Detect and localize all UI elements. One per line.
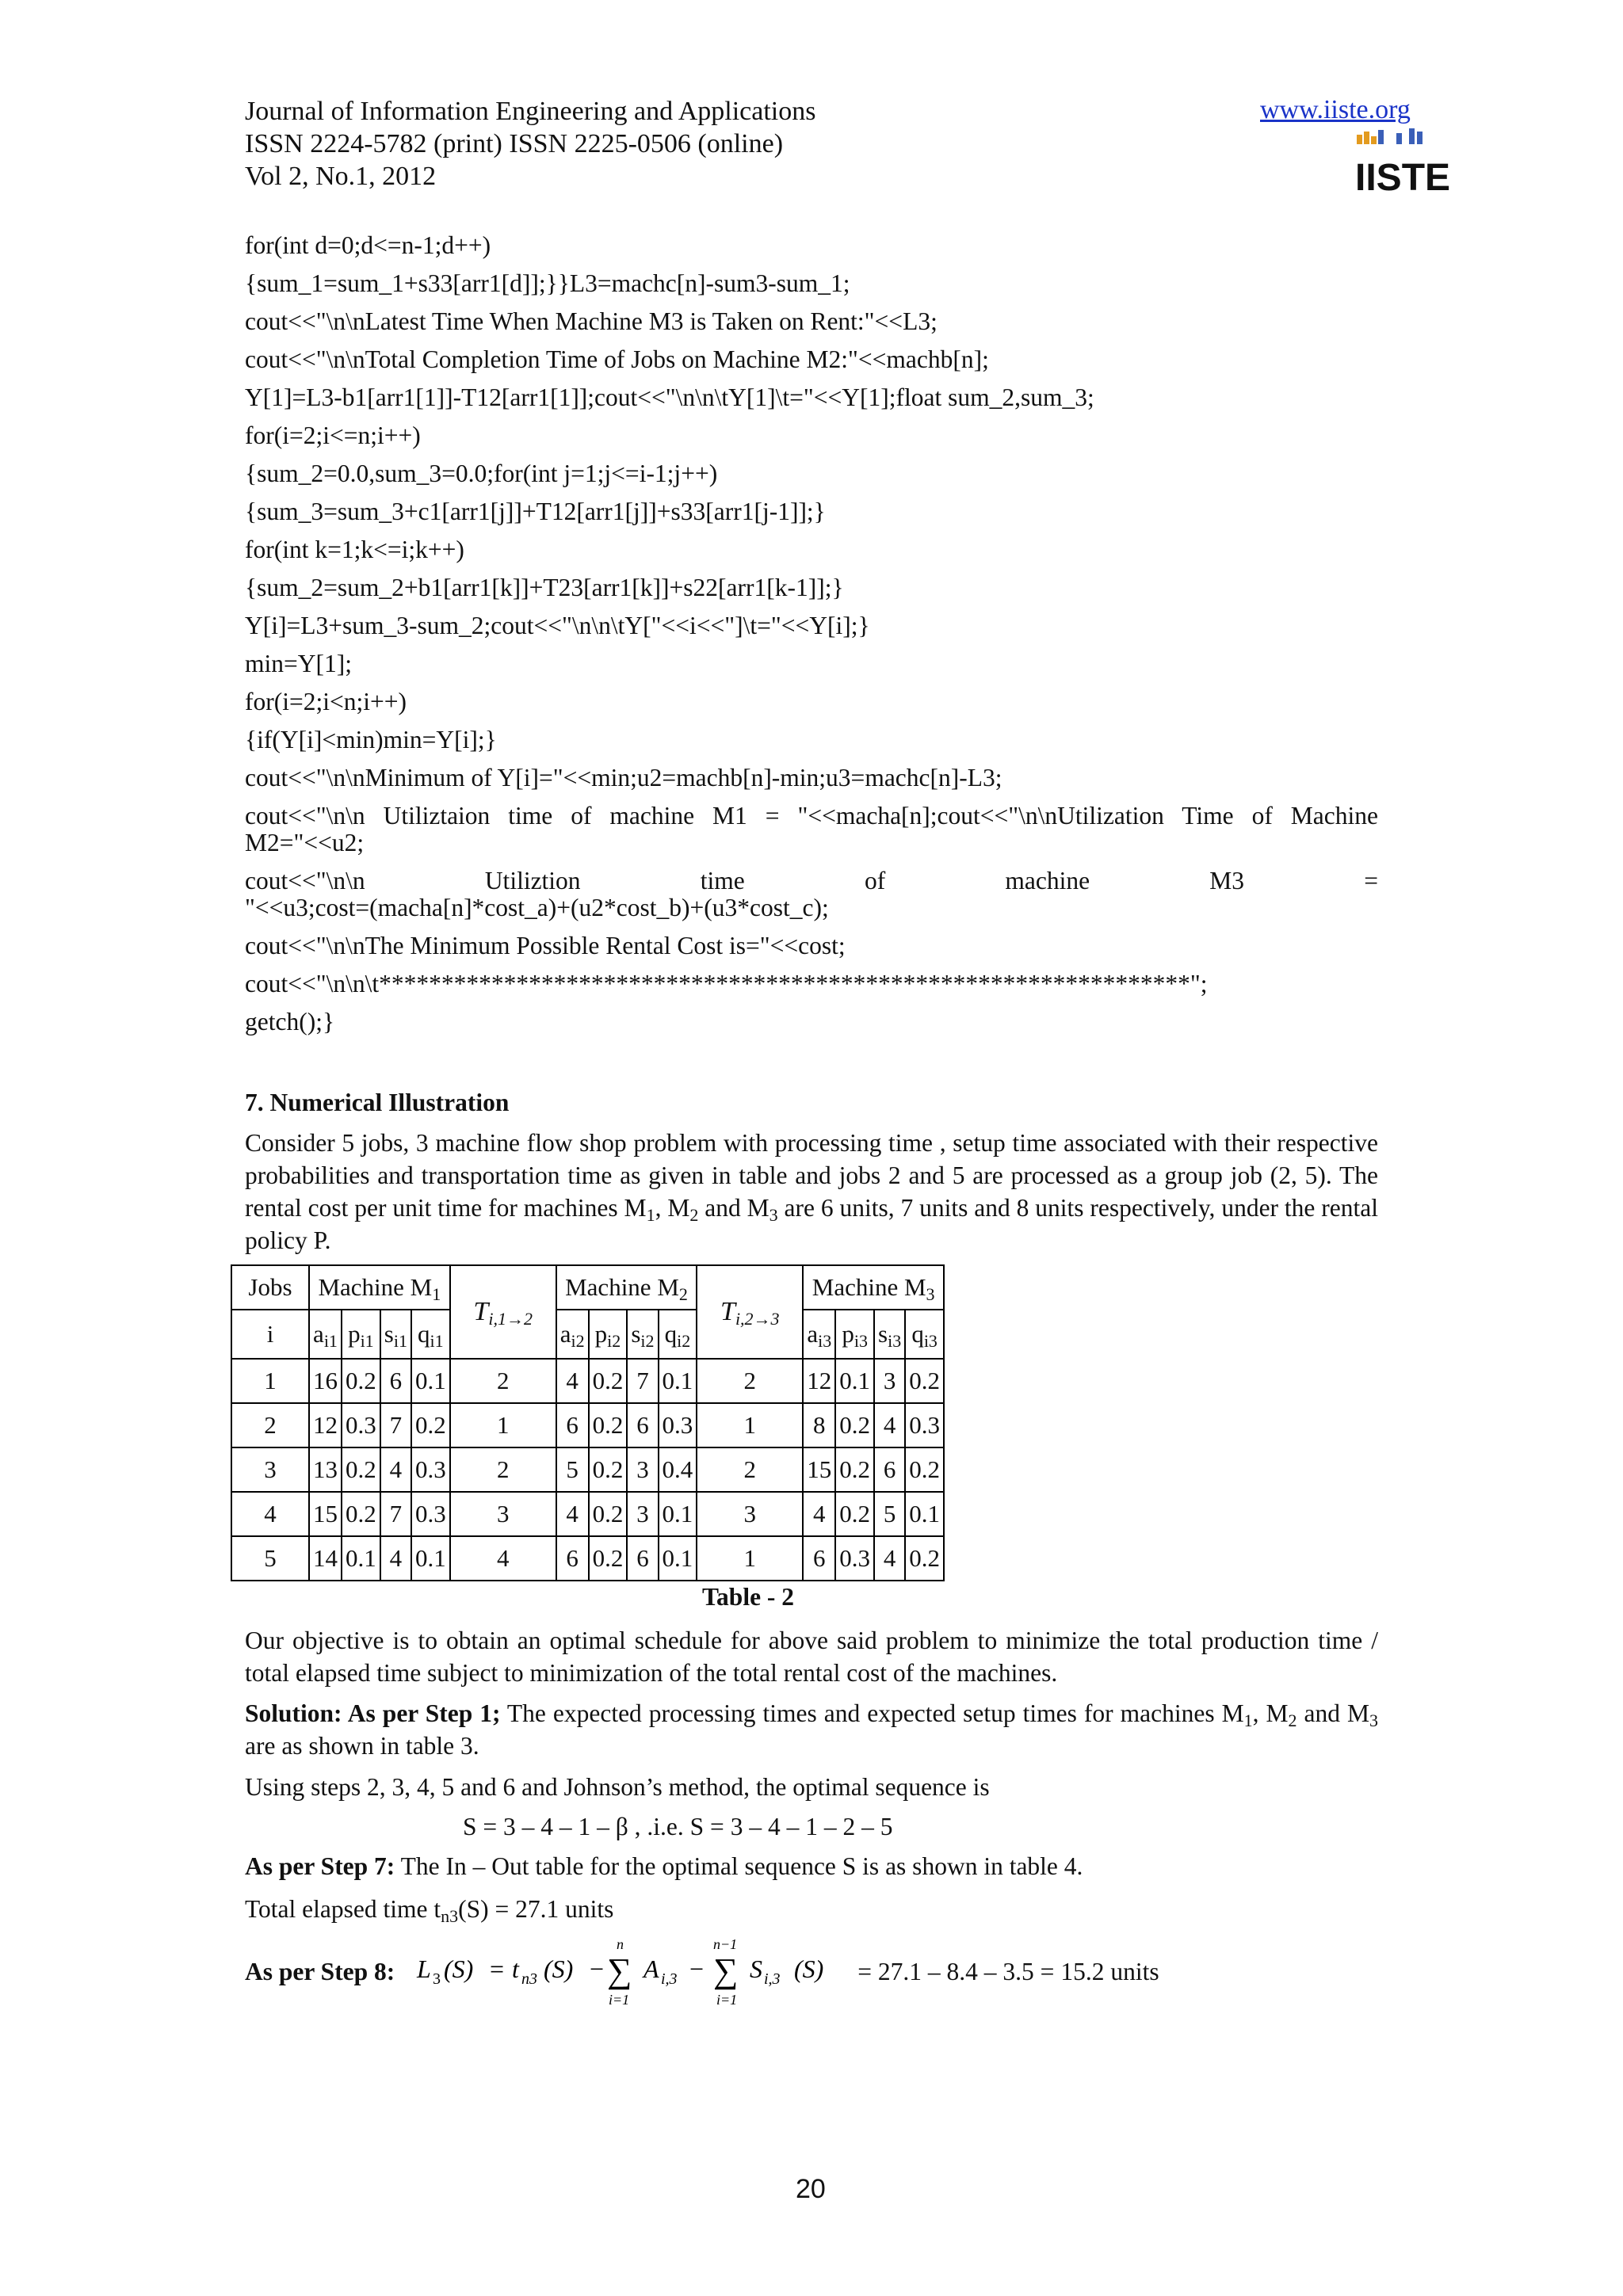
column-header: Machine $M_3$ — [803, 1265, 944, 1310]
table-cell: 4 — [556, 1359, 589, 1403]
code-line: cout<<"\n\nMinimum of Y[i]="<<min;u2=machb[n]-min;u3=machc[n]-L3; — [245, 764, 1002, 791]
table-cell: 6 — [874, 1447, 905, 1492]
journal-title: Journal of Information Engineering and Applications — [245, 97, 816, 126]
table-cell: 0.3 — [342, 1403, 380, 1447]
table-cell: 0.1 — [835, 1359, 874, 1403]
code-token: cout<<"\n\n — [245, 867, 365, 894]
section-heading: 7. Numerical Illustration — [245, 1089, 510, 1116]
code-line — [245, 797, 1378, 862]
svg-text:−: − — [689, 1955, 705, 1983]
column-header: $p_{i2}$ — [589, 1310, 628, 1359]
table-cell: 0.2 — [411, 1403, 450, 1447]
code-line: Y[1]=L3-b1[arr1[1]]-T12[arr1[1]];cout<<"\n\n\tY[1]\t="<<Y[1];float sum_2,sum_3; — [245, 383, 1094, 411]
table-cell: 0.2 — [905, 1536, 944, 1581]
code-line: for(int d=0;d<=n-1;d++) — [245, 231, 491, 259]
table-row — [231, 1359, 944, 1403]
table-cell: 3 — [231, 1447, 309, 1492]
iiste-logo — [1354, 128, 1451, 199]
table-cell: 1 — [231, 1359, 309, 1403]
svg-text:i=1: i=1 — [716, 1992, 738, 2008]
column-header: $a_{i3}$ — [803, 1310, 835, 1359]
svg-text:3: 3 — [433, 1970, 441, 1988]
column-header: $p_{i3}$ — [835, 1310, 874, 1359]
svg-text:(S): (S) — [544, 1955, 574, 1983]
table-cell: 0.1 — [411, 1359, 450, 1403]
optimal-sequence: S = 3 – 4 – 1 – β , .i.e. S = 3 – 4 – 1 – 2 – 5 — [463, 1813, 893, 1840]
code-line: for(i=2;i<n;i++) — [245, 688, 407, 715]
column-header: $s_{i2}$ — [627, 1310, 658, 1359]
svg-text:t: t — [512, 1955, 520, 1983]
column-header: $a_{i1}$ — [309, 1310, 342, 1359]
table-row — [231, 1536, 944, 1581]
table-cell: 2 — [450, 1359, 556, 1403]
table-cell: 3 — [450, 1492, 556, 1536]
table-cell: 1 — [450, 1403, 556, 1447]
table-cell: 4 — [450, 1536, 556, 1581]
code-listing — [245, 227, 1378, 1041]
table-cell: 0.2 — [589, 1536, 628, 1581]
svg-text:(S): (S) — [794, 1955, 824, 1983]
code-line-part: "<<u3;cost=(macha[n]*cost_a)+(u2*cost_b)+(u3*cost_c); — [245, 894, 829, 921]
code-line: cout<<"\n\n\t*****************************************************************"; — [245, 970, 1208, 997]
code-line: min=Y[1]; — [245, 650, 352, 677]
table-cell: 7 — [380, 1403, 411, 1447]
code-line: {sum_2=sum_2+b1[arr1[k]]+T23[arr1[k]]+s22[arr1[k-1]];} — [245, 574, 844, 601]
column-header: $T_{i,2\to 3}$ — [697, 1265, 803, 1359]
code-line: for(i=2;i<=n;i++) — [245, 421, 421, 449]
table-cell: 16 — [309, 1359, 342, 1403]
latest-time-equation — [414, 1936, 857, 2008]
journal-volume: Vol 2, No.1, 2012 — [245, 162, 437, 191]
table-caption: Table - 2 — [701, 1583, 795, 1611]
table-cell: 12 — [309, 1403, 342, 1447]
column-header: Jobs — [231, 1265, 309, 1310]
code-line: {if(Y[i]<min)min=Y[i];} — [245, 726, 497, 753]
table-cell: 2 — [697, 1359, 803, 1403]
table-cell: 0.4 — [659, 1447, 697, 1492]
svg-text:−: − — [590, 1955, 605, 1983]
table-cell: 0.1 — [411, 1536, 450, 1581]
code-token: time — [700, 867, 745, 894]
table-header-row — [231, 1265, 944, 1310]
step8-result: = 27.1 – 8.4 – 3.5 = 15.2 units — [857, 1958, 1159, 1985]
table-cell: 2 — [697, 1447, 803, 1492]
svg-text:IISTE: IISTE — [1355, 157, 1451, 199]
table-cell: 6 — [380, 1359, 411, 1403]
table-cell: 0.1 — [659, 1359, 697, 1403]
table-cell: 13 — [309, 1447, 342, 1492]
step7-line: As per Step 7: The In – Out table for the optimal sequence S is as shown in table 4. — [245, 1852, 1083, 1880]
table-cell: 12 — [803, 1359, 835, 1403]
code-line-part: cout<<"\n\n Utiliztaion time of machine M1 = "<<macha[n];cout<<"\n\nUtilization Time of Machine — [245, 802, 1378, 830]
svg-text:A: A — [643, 1955, 659, 1983]
table-cell: 7 — [627, 1359, 658, 1403]
column-header: $q_{i1}$ — [411, 1310, 450, 1359]
table-cell: 1 — [697, 1403, 803, 1447]
table-cell: 3 — [627, 1492, 658, 1536]
table-cell: 2 — [231, 1403, 309, 1447]
table-cell: 0.2 — [589, 1492, 628, 1536]
code-token: machine — [1005, 867, 1090, 894]
table-subheader-row — [231, 1310, 944, 1359]
solution-paragraph: Solution: As per Step 1; The expected processing times and expected setup times for machines $M_1$, $M_2$ and $M_3$ are as shown in table 3. — [245, 1699, 1378, 1760]
column-header: Machine $M_2$ — [556, 1265, 697, 1310]
code-line-part: M2="<<u2; — [245, 829, 365, 856]
main-content — [245, 227, 1378, 2008]
table-cell: 0.2 — [589, 1359, 628, 1403]
table-cell: 4 — [380, 1447, 411, 1492]
table-cell: 6 — [556, 1536, 589, 1581]
website-link[interactable]: www.iiste.org — [1260, 95, 1411, 124]
table-cell: 4 — [874, 1536, 905, 1581]
table-cell: 4 — [874, 1403, 905, 1447]
table-cell: 0.2 — [589, 1447, 628, 1492]
table-cell: 0.2 — [589, 1403, 628, 1447]
code-token: = — [1364, 867, 1378, 894]
code-line-part — [245, 868, 1378, 894]
table-row — [231, 1403, 944, 1447]
table-cell: 0.3 — [411, 1492, 450, 1536]
table-cell: 6 — [627, 1536, 658, 1581]
table-cell: 0.2 — [835, 1492, 874, 1536]
table-cell: 0.2 — [342, 1447, 380, 1492]
svg-text:S: S — [750, 1955, 763, 1983]
code-line: Y[i]=L3+sum_3-sum_2;cout<<"\n\n\tY["<<i<<"]\t="<<Y[i];} — [245, 612, 870, 639]
table-cell: 6 — [803, 1536, 835, 1581]
table-cell: 0.1 — [659, 1536, 697, 1581]
code-line: getch();} — [245, 1008, 335, 1035]
step8-formula: As per Step 8: L 3 (S) = t n3 (S) − n ∑ i=1 A i,3 − n−1 ∑ i=1 S i,3 (S) = 27.1 – 8.4 – 3.5 = 15.2 units — [245, 1936, 1159, 2008]
column-header: $q_{i3}$ — [905, 1310, 944, 1359]
table-cell: 3 — [697, 1492, 803, 1536]
code-line: for(int k=1;k<=i;k++) — [245, 536, 464, 563]
svg-text:n−1: n−1 — [713, 1936, 738, 1952]
data-table — [231, 1264, 945, 1581]
column-header: $p_{i1}$ — [342, 1310, 380, 1359]
elapsed-time-line: Total elapsed time $t_{n3}(S) = 27.1$ units — [245, 1895, 614, 1926]
table-cell: 4 — [231, 1492, 309, 1536]
table-cell: 0.3 — [835, 1536, 874, 1581]
table-cell: 1 — [697, 1536, 803, 1581]
table-cell: 2 — [450, 1447, 556, 1492]
svg-text:∑: ∑ — [713, 1951, 739, 1990]
column-header: i — [231, 1310, 309, 1359]
table-cell: 4 — [380, 1536, 411, 1581]
table-cell: 0.2 — [342, 1359, 380, 1403]
table-row — [231, 1492, 944, 1536]
code-line — [245, 862, 1378, 927]
journal-issn: ISSN 2224-5782 (print) ISSN 2225-0506 (online) — [245, 129, 784, 158]
table-row — [231, 1447, 944, 1492]
code-line: cout<<"\n\nTotal Completion Time of Jobs on Machine M2:"<<machb[n]; — [245, 345, 989, 373]
column-header: $s_{i1}$ — [380, 1310, 411, 1359]
objective-paragraph: Our objective is to obtain an optimal schedule for above said problem to minimize the total production time / total elapsed time subject to minimization of the total rental cost of the machines. — [245, 1627, 1378, 1687]
table-cell: 0.3 — [411, 1447, 450, 1492]
table-cell: 5 — [874, 1492, 905, 1536]
table-cell: 0.1 — [659, 1492, 697, 1536]
svg-text:=: = — [490, 1955, 505, 1983]
table-cell: 3 — [627, 1447, 658, 1492]
table-cell: 6 — [627, 1403, 658, 1447]
table-cell: 5 — [231, 1536, 309, 1581]
svg-text:n: n — [617, 1936, 624, 1952]
svg-text:n3: n3 — [521, 1970, 538, 1988]
intro-paragraph: Consider 5 jobs, 3 machine flow shop problem with processing time , setup time associated with their respective probabilities and transportation time as given in table and jobs 2 and 5 are processed as a group job (2, 5). The rental cost per unit time for machines $M_1$, $M_2$ and $M_3$ are 6 units, 7 units and 8 units respectively, under the rental policy P. — [245, 1129, 1378, 1254]
svg-text:L: L — [417, 1955, 432, 1983]
table-cell: 15 — [803, 1447, 835, 1492]
code-token: Utiliztion — [484, 867, 581, 894]
table-cell: 0.1 — [342, 1536, 380, 1581]
table-cell: 7 — [380, 1492, 411, 1536]
code-line: cout<<"\n\nLatest Time When Machine M3 is Taken on Rent:"<<L3; — [245, 307, 938, 335]
table-cell: 0.2 — [905, 1359, 944, 1403]
table-cell: 15 — [309, 1492, 342, 1536]
svg-text:∑: ∑ — [607, 1951, 632, 1990]
table-cell: 0.3 — [659, 1403, 697, 1447]
table-cell: 6 — [556, 1403, 589, 1447]
svg-text:i,3: i,3 — [764, 1970, 781, 1988]
table-cell: 3 — [874, 1359, 905, 1403]
table-cell: 0.1 — [905, 1492, 944, 1536]
svg-text:(S): (S) — [444, 1955, 474, 1983]
table-cell: 4 — [803, 1492, 835, 1536]
code-line: cout<<"\n\nThe Minimum Possible Rental Cost is="<<cost; — [245, 932, 846, 959]
svg-text:i,3: i,3 — [661, 1970, 678, 1988]
code-token: M3 — [1209, 867, 1245, 894]
column-header: $s_{i3}$ — [874, 1310, 905, 1359]
table-cell: 14 — [309, 1536, 342, 1581]
journal-header — [245, 95, 815, 193]
svg-text:i=1: i=1 — [609, 1992, 630, 2008]
table-cell: 8 — [803, 1403, 835, 1447]
table-cell: 4 — [556, 1492, 589, 1536]
table-cell: 0.2 — [835, 1447, 874, 1492]
code-line: {sum_1=sum_1+s33[arr1[d]];}}L3=machc[n]-sum3-sum_1; — [245, 269, 850, 297]
code-line: {sum_2=0.0,sum_3=0.0;for(int j=1;j<=i-1;j++) — [245, 460, 718, 487]
page-number: 20 — [796, 2174, 826, 2204]
steps-line: Using steps 2, 3, 4, 5 and 6 and Johnson’s method, the optimal sequence is — [245, 1773, 990, 1801]
code-line: {sum_3=sum_3+c1[arr1[j]]+T12[arr1[j]]+s33[arr1[j-1]];} — [245, 498, 826, 525]
code-token: of — [864, 867, 886, 894]
table-cell: 0.2 — [342, 1492, 380, 1536]
column-header: Machine $M_1$ — [309, 1265, 450, 1310]
table-cell: 0.3 — [905, 1403, 944, 1447]
table-cell: 0.2 — [835, 1403, 874, 1447]
column-header: $q_{i2}$ — [659, 1310, 697, 1359]
column-header: $T_{i,1\to 2}$ — [450, 1265, 556, 1359]
column-header: $a_{i2}$ — [556, 1310, 589, 1359]
table-cell: 0.2 — [905, 1447, 944, 1492]
table-cell: 5 — [556, 1447, 589, 1492]
